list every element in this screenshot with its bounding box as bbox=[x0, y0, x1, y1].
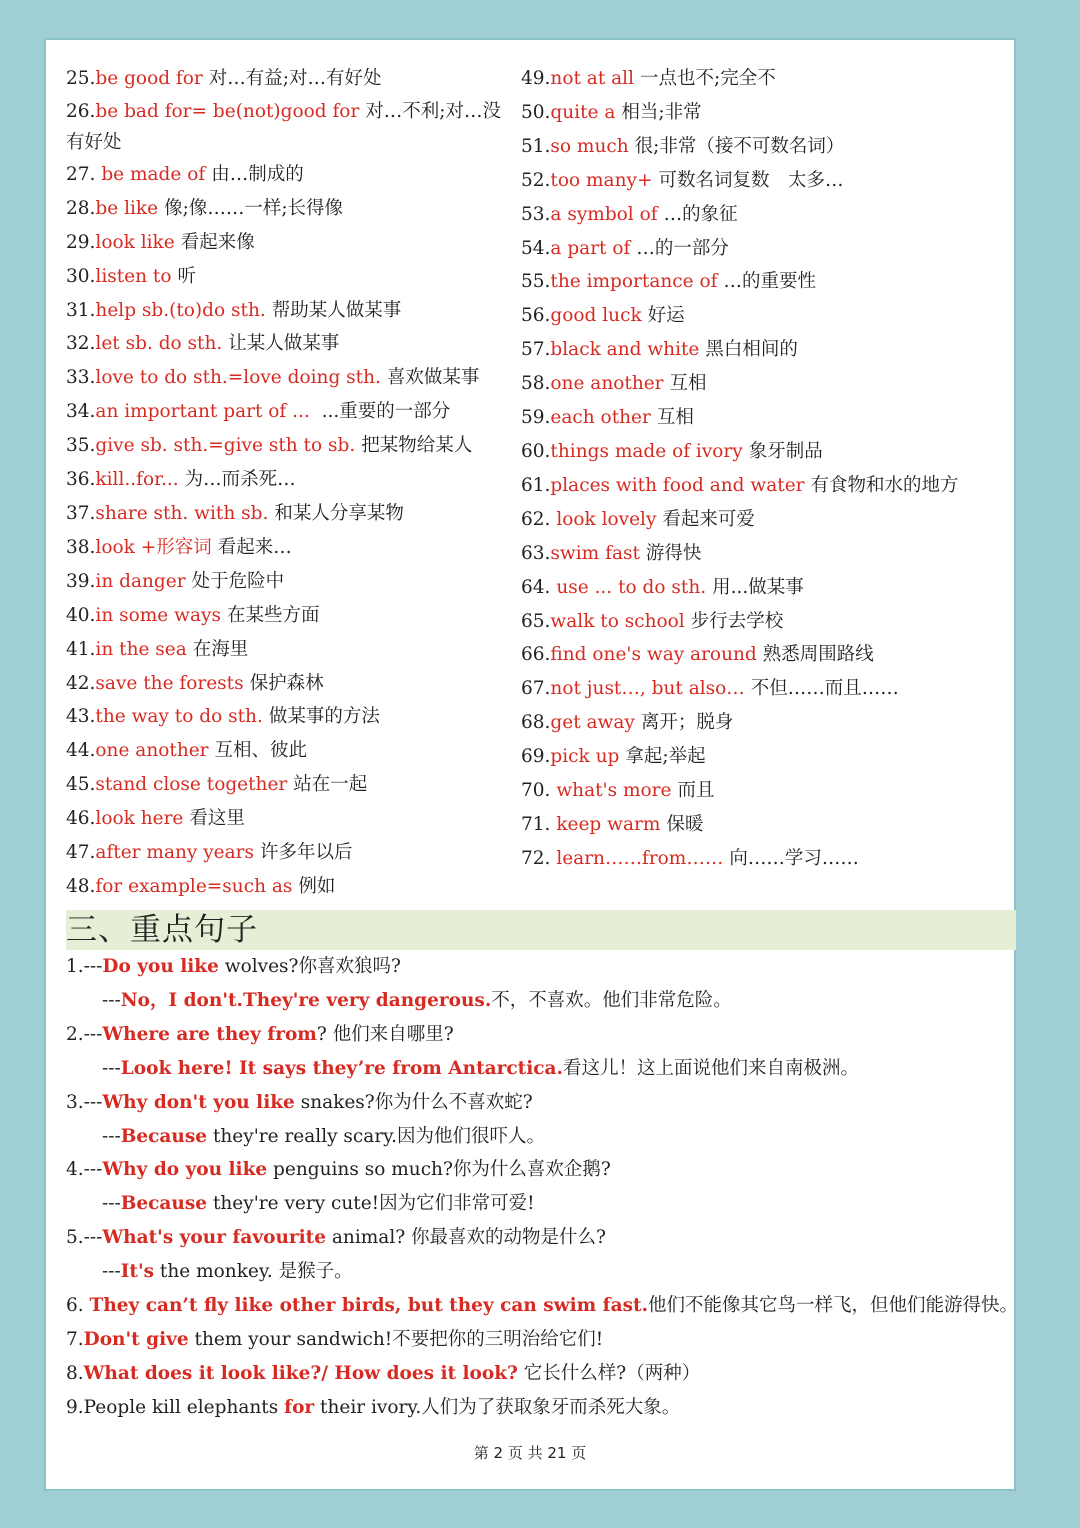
phrase-english: in danger bbox=[95, 570, 186, 592]
phrase-number: 39. bbox=[66, 570, 96, 592]
phrase-english: use ... to do sth. bbox=[556, 576, 707, 598]
phrase-chinese: 一点也不;完全不 bbox=[640, 68, 776, 89]
phrase-item bbox=[66, 870, 506, 904]
phrase-number: 30. bbox=[66, 265, 96, 287]
phrase-chinese: 做某事的方法 bbox=[268, 706, 380, 728]
phrase-number: 36. bbox=[66, 469, 96, 491]
phrase-item bbox=[66, 294, 506, 328]
phrase-number: 55. bbox=[521, 271, 551, 293]
sentence-text: --- bbox=[102, 1261, 121, 1283]
phrase-item bbox=[521, 232, 991, 266]
sentence-line bbox=[66, 1289, 1019, 1323]
phrase-english: keep warm bbox=[556, 813, 661, 835]
phrase-item bbox=[66, 361, 506, 395]
phrase-english: too many+ bbox=[550, 169, 653, 191]
phrase-number: 25. bbox=[66, 68, 96, 89]
phrase-english: save the forests bbox=[95, 672, 244, 694]
phrase-english: stand close together bbox=[95, 774, 288, 796]
phrase-chinese: ...重要的一部分 bbox=[321, 401, 451, 423]
phrase-item bbox=[66, 802, 506, 836]
phrase-item bbox=[66, 158, 506, 192]
phrase-chinese: 互相、彼此 bbox=[214, 740, 308, 762]
phrase-english: in some ways bbox=[95, 604, 221, 626]
phrase-chinese: 保暖 bbox=[666, 813, 704, 835]
phrase-chinese: 看起来像 bbox=[180, 231, 255, 253]
phrase-item bbox=[66, 633, 506, 667]
phrase-chinese: 而且 bbox=[677, 780, 715, 802]
phrase-item bbox=[66, 226, 506, 260]
phrase-number: 27. bbox=[66, 163, 102, 185]
phrase-number: 66. bbox=[521, 644, 551, 666]
phrase-number: 31. bbox=[66, 299, 96, 321]
sentence-text: --- bbox=[102, 1125, 121, 1147]
phrase-chinese: 好运 bbox=[647, 305, 685, 327]
phrase-chinese: 许多年以后 bbox=[260, 842, 353, 864]
phrase-item bbox=[521, 130, 991, 164]
phrase-item bbox=[521, 842, 991, 876]
phrase-item bbox=[66, 463, 506, 497]
sentence-text: --- bbox=[102, 989, 121, 1011]
phrase-item bbox=[521, 435, 991, 469]
sentence-text: 7. bbox=[66, 1328, 84, 1350]
phrase-number: 43. bbox=[66, 706, 96, 728]
phrase-chinese: 在某些方面 bbox=[226, 604, 320, 626]
phrase-chinese: 看起来… bbox=[217, 536, 292, 558]
sentence-key-text: It's bbox=[120, 1261, 155, 1283]
sentence-key-text: Because bbox=[120, 1125, 208, 1147]
page-footer: 第 2 页 共 21 页 bbox=[473, 1444, 587, 1462]
phrase-english: share sth. with sb. bbox=[95, 502, 269, 524]
sentence-text: penguins so much?你为什么喜欢企鹅? bbox=[267, 1159, 611, 1181]
phrase-number: 48. bbox=[66, 875, 96, 897]
sentence-text: 4.--- bbox=[66, 1159, 103, 1181]
phrase-english: pick up bbox=[550, 746, 620, 768]
phrase-english: help sb.(to)do sth. bbox=[95, 299, 266, 321]
sentence-text: 6. bbox=[66, 1295, 90, 1317]
sentence-line bbox=[66, 984, 1006, 1018]
document-page bbox=[44, 38, 1019, 1491]
phrase-chinese: 很;非常（接不可数名词） bbox=[634, 135, 845, 157]
phrase-item bbox=[521, 808, 991, 842]
phrase-number: 45. bbox=[66, 774, 96, 796]
phrase-chinese: 向……学习…… bbox=[729, 847, 859, 869]
phrase-chinese: 例如 bbox=[298, 875, 336, 897]
phrase-english: look lovely bbox=[556, 508, 657, 530]
phrase-chinese: 在海里 bbox=[192, 638, 249, 660]
sentence-line bbox=[66, 1086, 1006, 1120]
phrase-number: 70. bbox=[521, 780, 557, 802]
sentence-text: wolves?你喜欢狼吗? bbox=[218, 956, 401, 977]
sentence-text: 1.--- bbox=[66, 956, 103, 977]
phrase-english: be good for bbox=[95, 68, 203, 89]
sentence-line bbox=[66, 1221, 1006, 1255]
phrase-item bbox=[521, 401, 991, 435]
phrase-item bbox=[521, 367, 991, 401]
phrase-number: 47. bbox=[66, 842, 96, 864]
phrase-chinese: 黑白相间的 bbox=[705, 339, 798, 361]
phrase-column-left bbox=[66, 62, 506, 904]
phrase-number: 35. bbox=[66, 435, 96, 457]
sentence-text: 3.--- bbox=[66, 1091, 103, 1113]
sentence-text: --- bbox=[102, 1057, 121, 1079]
phrase-english: things made of ivory bbox=[550, 440, 743, 462]
phrase-item bbox=[66, 260, 506, 294]
sentence-text: they're very cute!因为它们非常可爱! bbox=[207, 1193, 535, 1215]
phrase-number: 63. bbox=[521, 542, 551, 564]
phrase-number: 59. bbox=[521, 407, 551, 429]
phrase-item bbox=[66, 565, 506, 599]
phrase-chinese: 用...做某事 bbox=[712, 576, 804, 598]
sentence-text: 8. bbox=[66, 1362, 84, 1384]
phrase-english: listen to bbox=[95, 265, 172, 287]
phrase-item bbox=[66, 429, 506, 463]
phrase-item bbox=[521, 774, 991, 808]
phrase-chinese: 让某人做某事 bbox=[228, 333, 340, 355]
phrase-english: look like bbox=[95, 231, 175, 253]
phrase-item bbox=[66, 836, 506, 870]
phrase-item bbox=[66, 734, 506, 768]
phrase-item bbox=[521, 164, 991, 198]
sentence-text: 它长什么样?（两种） bbox=[517, 1362, 701, 1384]
sentence-line bbox=[66, 950, 1006, 984]
phrase-english: the way to do sth. bbox=[95, 706, 263, 728]
phrase-item bbox=[66, 667, 506, 701]
phrase-english: an important part of ... bbox=[95, 401, 316, 423]
sentence-text: them your sandwich!不要把你的三明治给它们! bbox=[188, 1328, 604, 1350]
phrase-chinese: 拿起;举起 bbox=[625, 746, 706, 768]
phrase-item bbox=[66, 395, 506, 429]
phrase-chinese: 把某物给某人 bbox=[361, 435, 473, 457]
sentence-line bbox=[66, 1391, 1006, 1425]
phrase-number: 37. bbox=[66, 502, 96, 524]
phrase-english: walk to school bbox=[550, 610, 685, 632]
phrase-number: 67. bbox=[521, 678, 551, 700]
phrase-english: so much bbox=[550, 135, 629, 157]
phrase-item bbox=[66, 327, 506, 361]
phrase-english: places with food and water bbox=[550, 474, 805, 496]
phrase-chinese: 看起来可爱 bbox=[662, 508, 755, 530]
phrase-english: one another bbox=[95, 740, 209, 762]
phrase-chinese: 有食物和水的地方 bbox=[810, 474, 959, 496]
phrase-number: 54. bbox=[521, 237, 551, 259]
phrase-number: 51. bbox=[521, 135, 551, 157]
phrase-number: 69. bbox=[521, 746, 551, 768]
sentence-text: 看这儿！这上面说他们来自南极洲。 bbox=[562, 1057, 859, 1079]
phrase-number: 28. bbox=[66, 197, 96, 219]
phrase-item bbox=[66, 96, 506, 158]
phrase-english: be bad for= be(not)good for bbox=[95, 100, 360, 122]
phrase-chinese: 站在一起 bbox=[293, 774, 368, 796]
phrase-chinese: 互相 bbox=[656, 407, 694, 429]
phrase-number: 72. bbox=[521, 847, 557, 869]
sentence-key-text: What's your favourite bbox=[102, 1227, 326, 1249]
phrase-item bbox=[66, 62, 506, 96]
phrase-number: 52. bbox=[521, 169, 551, 191]
sentence-text: ? 他们来自哪里? bbox=[316, 1023, 454, 1045]
phrase-item bbox=[521, 299, 991, 333]
phrase-item bbox=[521, 638, 991, 672]
phrase-item bbox=[521, 333, 991, 367]
phrase-english: look +形容词 bbox=[95, 536, 212, 558]
phrase-chinese: 保护森林 bbox=[249, 672, 324, 694]
phrase-chinese: 由…制成的 bbox=[211, 163, 304, 185]
phrase-number: 62. bbox=[521, 508, 557, 530]
sentence-key-text: for bbox=[284, 1396, 315, 1418]
phrase-number: 60. bbox=[521, 440, 551, 462]
phrase-item bbox=[66, 192, 506, 226]
phrase-english: after many years bbox=[95, 842, 254, 864]
phrase-english: look here bbox=[95, 808, 184, 830]
section-title: 三、重点句子 bbox=[66, 912, 258, 948]
phrase-english: love to do sth.=love doing sth. bbox=[95, 367, 381, 389]
phrase-english: each other bbox=[550, 407, 651, 429]
sentence-line bbox=[66, 1187, 1006, 1221]
phrase-chinese: 为…而杀死… bbox=[184, 469, 296, 491]
phrase-english: the importance of bbox=[550, 271, 718, 293]
phrase-chinese: 和某人分享某物 bbox=[274, 502, 404, 524]
phrase-english: give sb. sth.=give sth to sb. bbox=[95, 435, 356, 457]
phrase-english: in the sea bbox=[95, 638, 187, 660]
phrase-chinese: 喜欢做某事 bbox=[386, 367, 480, 389]
phrase-item bbox=[521, 96, 991, 130]
sentence-line bbox=[66, 1255, 1006, 1289]
phrase-number: 41. bbox=[66, 638, 96, 660]
phrase-item bbox=[521, 537, 991, 571]
phrase-item bbox=[66, 599, 506, 633]
phrase-chinese: 不但……而且…… bbox=[750, 678, 899, 700]
sentence-key-text: Why do you like bbox=[102, 1159, 268, 1181]
phrase-number: 61. bbox=[521, 474, 551, 496]
sentence-line bbox=[66, 1357, 1006, 1391]
phrase-chinese: 对…有益;对…有好处 bbox=[208, 68, 382, 89]
phrase-chinese: 处于危险中 bbox=[191, 570, 285, 592]
sentence-text: 9.People kill elephants bbox=[66, 1396, 285, 1418]
phrase-number: 29. bbox=[66, 231, 96, 253]
key-sentences bbox=[66, 950, 1019, 1425]
sentence-line bbox=[66, 1018, 1006, 1052]
phrase-chinese: 离开；脱身 bbox=[640, 712, 734, 734]
phrase-number: 64. bbox=[521, 576, 557, 598]
phrase-chinese: 看这里 bbox=[189, 808, 245, 830]
phrase-english: black and white bbox=[550, 339, 700, 361]
phrase-english: for example=such as bbox=[95, 875, 293, 897]
phrase-item bbox=[521, 469, 991, 503]
phrase-english: kill..for... bbox=[95, 469, 179, 491]
sentence-text: animal? 你最喜欢的动物是什么? bbox=[326, 1227, 606, 1249]
sentence-text: they're really scary.因为他们很吓人。 bbox=[207, 1125, 546, 1147]
phrase-english: not at all bbox=[550, 68, 634, 89]
phrase-chinese: 步行去学校 bbox=[690, 610, 784, 632]
phrase-chinese: …的象征 bbox=[663, 203, 738, 225]
phrase-english: learn……from…… bbox=[556, 847, 724, 869]
sentence-text: 5.--- bbox=[66, 1227, 103, 1249]
phrase-item bbox=[521, 265, 991, 299]
sentence-text: 2.--- bbox=[66, 1023, 103, 1045]
phrase-english: be made of bbox=[101, 163, 206, 185]
phrase-item bbox=[66, 497, 506, 531]
phrase-column-right bbox=[521, 62, 991, 876]
phrase-chinese: 听 bbox=[177, 265, 197, 287]
phrase-english: find one's way around bbox=[550, 644, 757, 666]
phrase-number: 34. bbox=[66, 401, 96, 423]
phrase-number: 53. bbox=[521, 203, 551, 225]
phrase-item bbox=[521, 62, 991, 96]
phrase-item bbox=[66, 768, 506, 802]
phrase-number: 57. bbox=[521, 339, 551, 361]
phrase-chinese: …的重要性 bbox=[723, 271, 816, 293]
sentence-key-text: No，I don't.They're very dangerous. bbox=[120, 989, 492, 1011]
sentence-line bbox=[66, 1120, 1006, 1154]
phrase-english: one another bbox=[550, 373, 664, 395]
phrase-chinese: 可数名词复数 太多… bbox=[658, 169, 844, 191]
sentence-line bbox=[66, 1052, 1006, 1086]
phrase-number: 42. bbox=[66, 672, 96, 694]
sentence-text: 不，不喜欢。他们非常危险。 bbox=[491, 989, 732, 1011]
phrase-item bbox=[521, 672, 991, 706]
phrase-item bbox=[521, 706, 991, 740]
phrase-chinese: 互相 bbox=[669, 373, 707, 395]
phrase-item bbox=[521, 605, 991, 639]
phrase-item bbox=[521, 571, 991, 605]
phrase-english: a symbol of bbox=[550, 203, 658, 225]
phrase-number: 56. bbox=[521, 305, 551, 327]
phrase-chinese: 相当;非常 bbox=[621, 101, 702, 123]
phrase-item bbox=[66, 531, 506, 565]
phrase-chinese: 帮助某人做某事 bbox=[271, 299, 402, 321]
sentence-key-text: Look here! It says they’re from Antarctica. bbox=[120, 1057, 563, 1079]
phrase-number: 32. bbox=[66, 333, 96, 355]
phrase-chinese: 像;像……一样;长得像 bbox=[164, 197, 344, 219]
sentence-key-text: They can’t fly like other birds, but they can swim fast. bbox=[89, 1295, 649, 1317]
phrase-english: let sb. do sth. bbox=[95, 333, 223, 355]
sentence-text: their ivory.人们为了获取象牙而杀死大象。 bbox=[314, 1396, 681, 1418]
phrase-english: get away bbox=[550, 712, 635, 734]
phrase-number: 49. bbox=[521, 68, 551, 89]
sentence-key-text: What does it look like?/ How does it look? bbox=[83, 1362, 518, 1384]
phrase-item bbox=[521, 198, 991, 232]
phrase-english: not just…, but also… bbox=[550, 678, 745, 700]
phrase-item bbox=[521, 740, 991, 774]
phrase-number: 46. bbox=[66, 808, 96, 830]
phrase-chinese: 游得快 bbox=[645, 542, 702, 564]
sentence-line bbox=[66, 1153, 1006, 1187]
phrase-number: 38. bbox=[66, 536, 96, 558]
sentence-key-text: Where are they from bbox=[102, 1023, 317, 1045]
phrase-item bbox=[521, 503, 991, 537]
sentence-key-text: Because bbox=[120, 1193, 208, 1215]
sentence-text: snakes?你为什么不喜欢蛇? bbox=[294, 1091, 533, 1113]
phrase-number: 44. bbox=[66, 740, 96, 762]
phrase-number: 26. bbox=[66, 100, 96, 122]
phrase-english: good luck bbox=[550, 305, 642, 327]
sentence-text: --- bbox=[102, 1193, 121, 1215]
phrase-english: a part of bbox=[550, 237, 631, 259]
phrase-number: 33. bbox=[66, 367, 96, 389]
sentence-key-text: Don't give bbox=[83, 1328, 189, 1350]
phrase-number: 50. bbox=[521, 101, 551, 123]
sentence-text: 他们不能像其它鸟一样飞，但他们能游得快。 bbox=[648, 1295, 1019, 1317]
phrase-english: what's more bbox=[556, 780, 672, 802]
phrase-chinese: 象牙制品 bbox=[748, 440, 823, 462]
phrase-chinese: 对…不利;对…没有好处 bbox=[66, 100, 502, 153]
sentence-text: the monkey. 是猴子。 bbox=[154, 1261, 353, 1283]
phrase-number: 71. bbox=[521, 813, 557, 835]
phrase-english: swim fast bbox=[550, 542, 640, 564]
phrase-english: quite a bbox=[550, 101, 616, 123]
phrase-chinese: …的一部分 bbox=[636, 237, 729, 259]
phrase-number: 65. bbox=[521, 610, 551, 632]
sentence-key-text: Why don't you like bbox=[102, 1091, 295, 1113]
phrase-chinese: 熟悉周围路线 bbox=[762, 644, 874, 666]
phrase-number: 40. bbox=[66, 604, 96, 626]
sentence-line bbox=[66, 1323, 1006, 1357]
phrase-number: 58. bbox=[521, 373, 551, 395]
sentence-key-text: Do you like bbox=[102, 956, 219, 977]
phrase-item bbox=[66, 700, 506, 734]
phrase-number: 68. bbox=[521, 712, 551, 734]
phrase-english: be like bbox=[95, 197, 159, 219]
